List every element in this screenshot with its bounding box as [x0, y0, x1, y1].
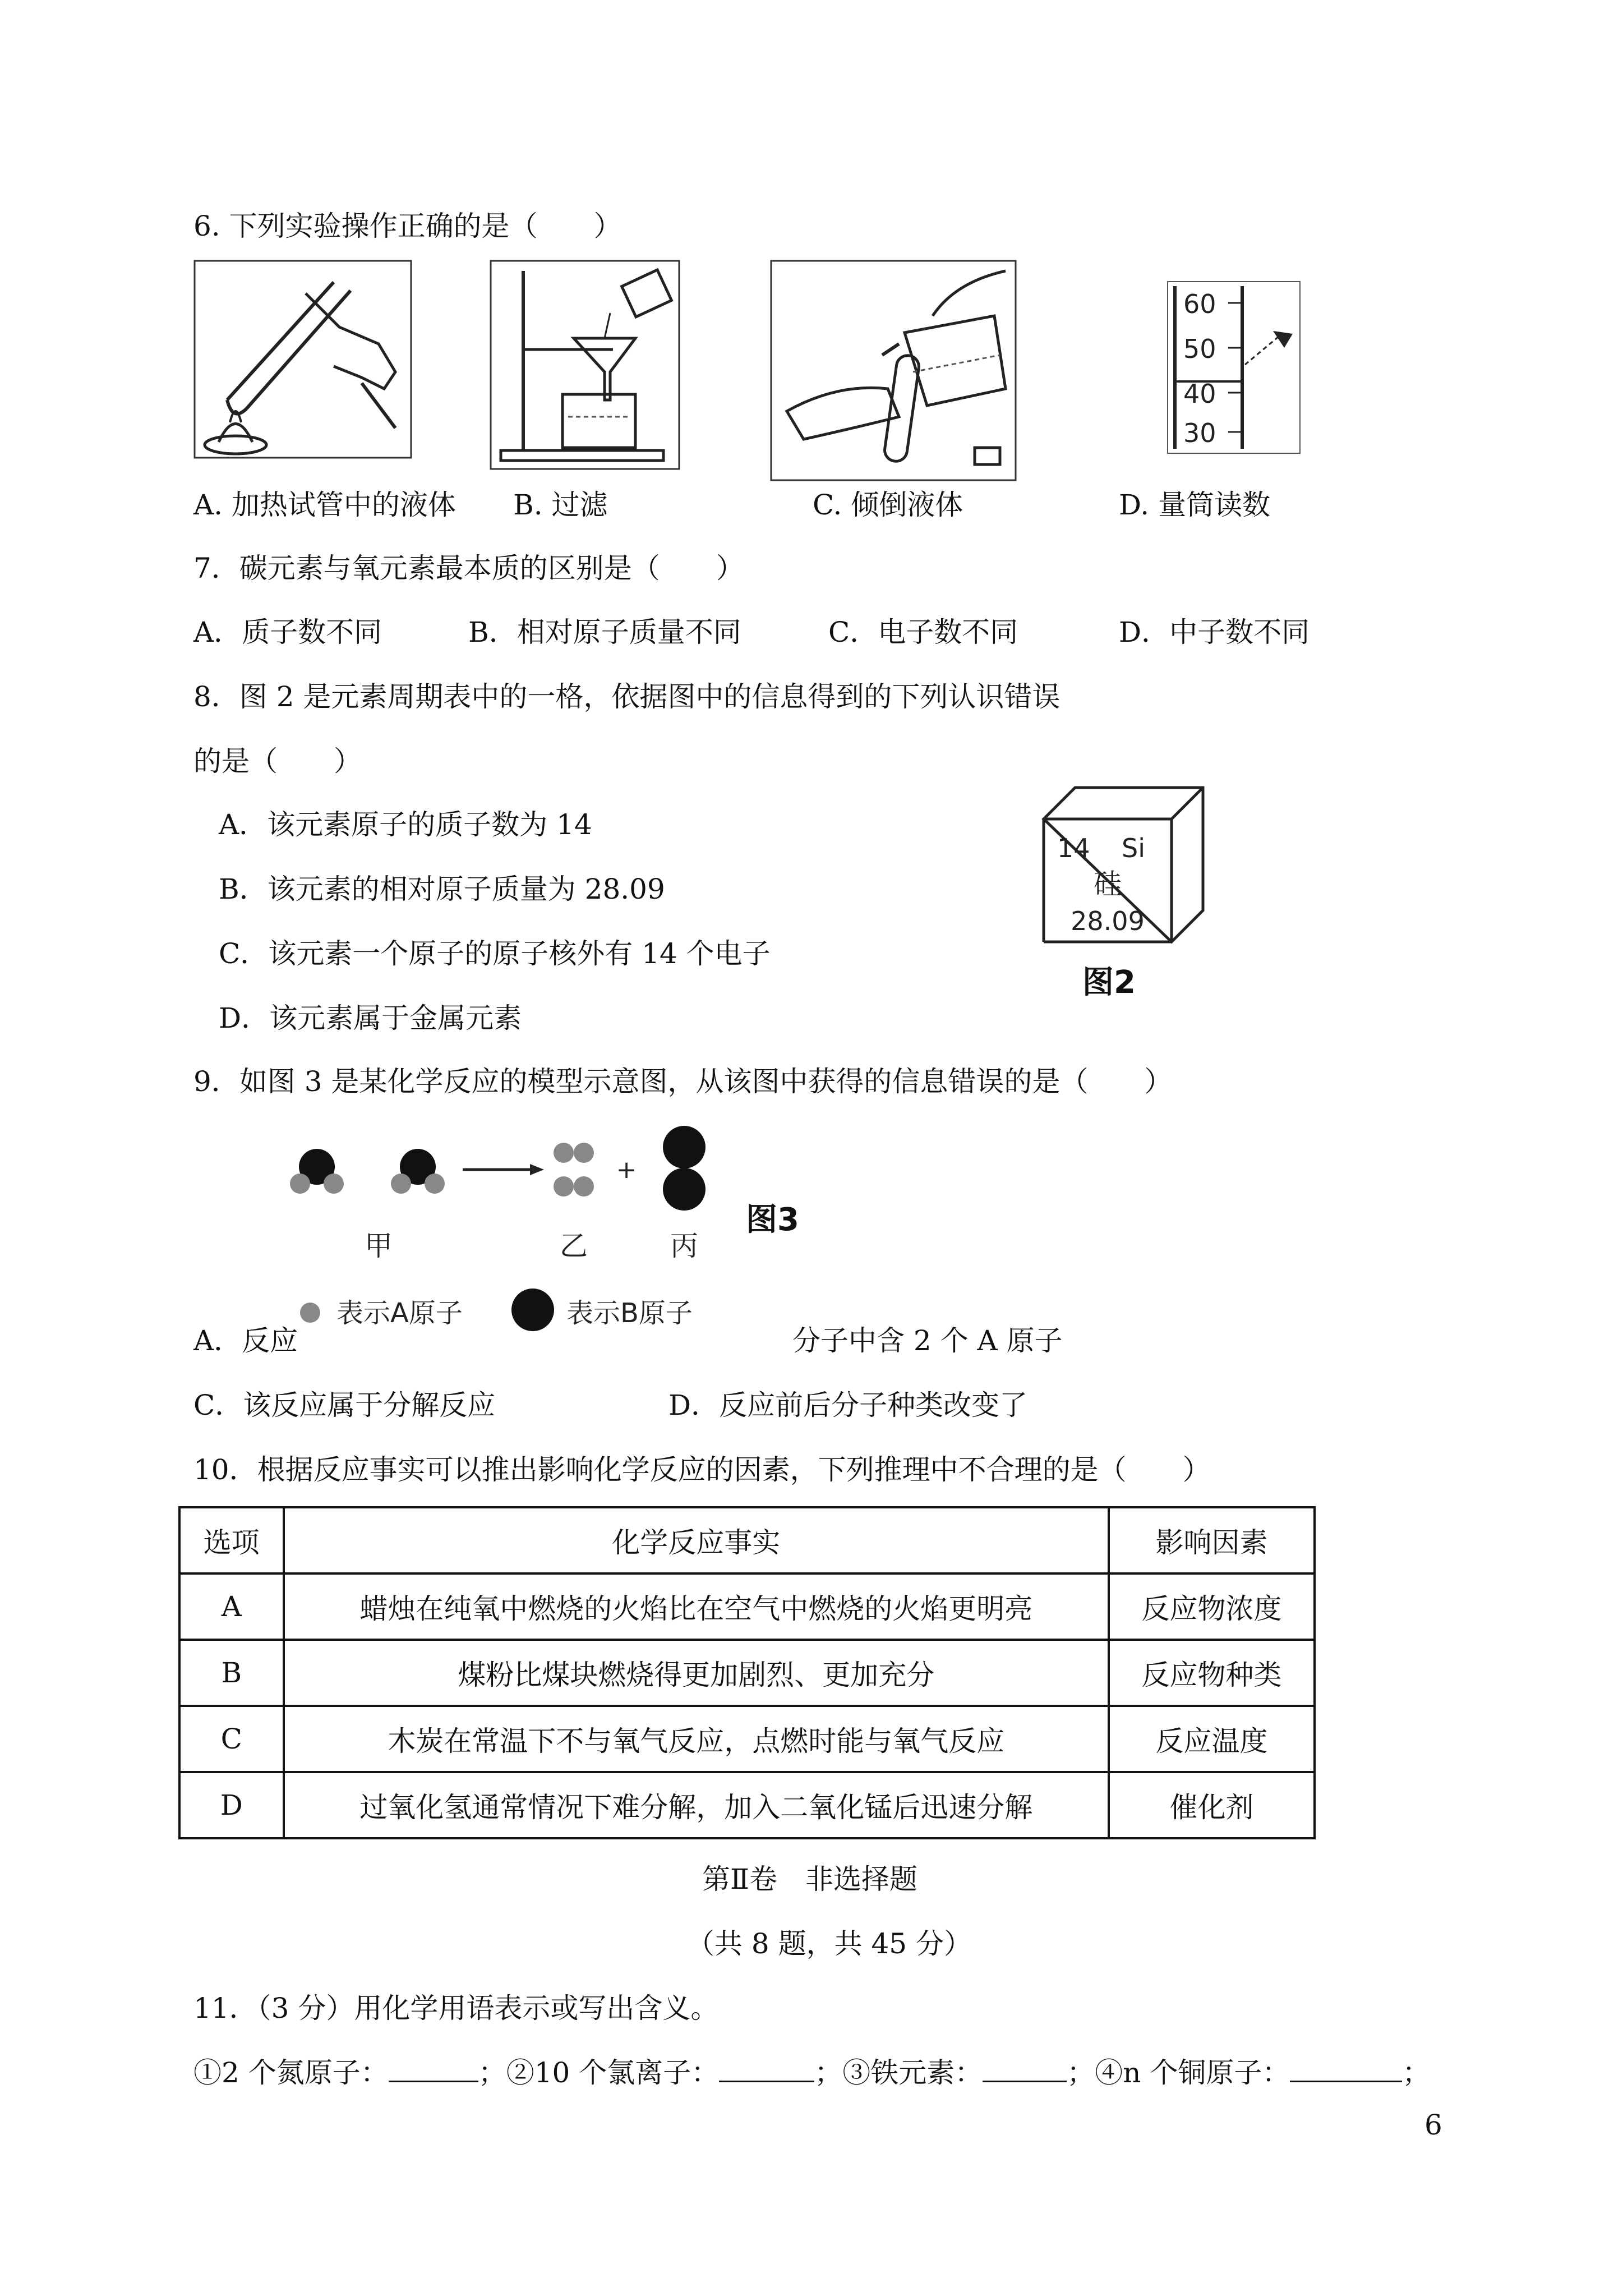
label-bing: 丙: [670, 1230, 698, 1262]
q9-option-a-left: A．反应: [193, 1324, 298, 1357]
reaction-factor-table: [178, 1506, 1316, 1839]
q6-option-a: A. 加热试管中的液体: [193, 489, 456, 521]
scale-label-40: 40: [1183, 379, 1216, 409]
q8-option-b: B．该元素的相对原子质量为 28.09: [219, 873, 665, 905]
element-cell-figure: [1040, 784, 1209, 947]
element-symbol: Si: [1122, 833, 1145, 863]
label-yi: 乙: [560, 1230, 588, 1262]
scale-label-50: 50: [1183, 334, 1216, 364]
row-fact: 蜡烛在纯氧中燃烧的火焰比在空气中燃烧的火焰更明亮: [284, 1573, 1109, 1640]
q11-part4-label: ；④n 个铜原子：: [1067, 2056, 1290, 2089]
filtration-figure: [490, 260, 680, 470]
row-factor: 反应温度: [1109, 1706, 1315, 1772]
table-row: [179, 1706, 1315, 1772]
row-fact: 煤粉比煤块燃烧得更加剧烈、更加充分: [284, 1640, 1109, 1706]
q11-part2-label: ；②10 个氯离子：: [478, 2056, 720, 2089]
q7-option-d: D．中子数不同: [1119, 616, 1310, 648]
table-row: [179, 1573, 1315, 1640]
q7-option-b: B．相对原子质量不同: [468, 616, 741, 648]
q11-stem: 11．（3 分）用化学用语表示或写出含义。: [193, 1992, 719, 2024]
q8-stem-line2: 的是（ ）: [193, 745, 362, 777]
scale-label-30: 30: [1183, 418, 1216, 448]
table-row: [179, 1640, 1315, 1706]
pouring-liquid-figure: [770, 260, 1017, 481]
q9-stem: 9．如图 3 是某化学反应的模型示意图，从该图中获得的信息错误的是（ ）: [193, 1065, 1173, 1098]
row-factor: 催化剂: [1109, 1772, 1315, 1838]
q10-stem: 10．根据反应事实可以推出影响化学反应的因素，下列推理中不合理的是（ ）: [193, 1453, 1211, 1486]
q11-end: ；: [1402, 2056, 1431, 2089]
q8-option-c: C．该元素一个原子的原子核外有 14 个电子: [219, 937, 771, 970]
row-option: B: [179, 1640, 284, 1706]
table-header-row: [179, 1507, 1315, 1573]
figure2-caption: 图2: [1082, 964, 1136, 1001]
q7-option-c: C．电子数不同: [828, 616, 1018, 648]
element-number: 14: [1057, 833, 1090, 863]
row-factor: 反应物种类: [1109, 1640, 1315, 1706]
element-name: 硅: [1094, 868, 1122, 900]
q6-stem: 6. 下列实验操作正确的是（ ）: [193, 210, 622, 242]
row-factor: 反应物浓度: [1109, 1573, 1315, 1640]
section2-title: 第Ⅱ卷 非选择题: [702, 1863, 917, 1895]
q11-part1-label: ①2 个氮原子：: [193, 2056, 389, 2089]
q9-option-d: D．反应前后分子种类改变了: [668, 1389, 1028, 1421]
q11-answer-blank-1[interactable]: [389, 2055, 478, 2082]
heating-test-tube-figure: [193, 260, 412, 459]
cylinder-reading-figure: [1166, 280, 1301, 454]
page-number: 6: [1424, 2109, 1442, 2141]
q9-option-a-right: 分子中含 2 个 A 原子: [792, 1324, 1063, 1357]
legend-a-text: 表示A原子: [336, 1297, 463, 1329]
header-fact: 化学反应事实: [284, 1507, 1109, 1573]
header-factor: 影响因素: [1109, 1507, 1315, 1573]
row-option: D: [179, 1772, 284, 1838]
q11-part3-label: ；③铁元素：: [814, 2056, 983, 2089]
header-option: 选项: [179, 1507, 284, 1573]
q11-answer-blank-4[interactable]: [1290, 2055, 1402, 2082]
q7-option-a: A．质子数不同: [193, 616, 382, 648]
q8-stem-line1: 8．图 2 是元素周期表中的一格，依据图中的信息得到的下列认识错误: [193, 680, 1061, 713]
svg-text:+: +: [616, 1156, 637, 1184]
q7-stem: 7．碳元素与氧元素最本质的区别是（ ）: [193, 552, 744, 585]
q9-option-c: C．该反应属于分解反应: [193, 1389, 496, 1421]
label-jia: 甲: [365, 1230, 393, 1262]
scale-label-60: 60: [1183, 289, 1216, 319]
element-mass: 28.09: [1071, 906, 1145, 936]
q11-answer-blank-3[interactable]: [983, 2055, 1067, 2082]
row-option: C: [179, 1706, 284, 1772]
row-fact: 过氧化氢通常情况下难分解，加入二氧化锰后迅速分解: [284, 1772, 1109, 1838]
q11-answer-blank-2[interactable]: [719, 2055, 814, 2082]
q6-option-c: C. 倾倒液体: [813, 489, 963, 521]
reaction-model-figure: [283, 1119, 721, 1355]
figure3-caption: 图3: [746, 1202, 799, 1238]
q11-parts: [193, 2055, 1430, 2090]
q8-option-d: D．该元素属于金属元素: [219, 1002, 522, 1034]
table-row: [179, 1772, 1315, 1838]
row-option: A: [179, 1573, 284, 1640]
q8-option-a: A．该元素原子的质子数为 14: [219, 808, 592, 841]
legend-b-text: 表示B原子: [566, 1297, 693, 1329]
q6-option-b: B. 过滤: [513, 489, 608, 521]
q6-option-d: D. 量筒读数: [1119, 489, 1271, 521]
row-fact: 木炭在常温下不与氧气反应，点燃时能与氧气反应: [284, 1706, 1109, 1772]
section2-subtitle: （共 8 题，共 45 分）: [686, 1927, 972, 1960]
